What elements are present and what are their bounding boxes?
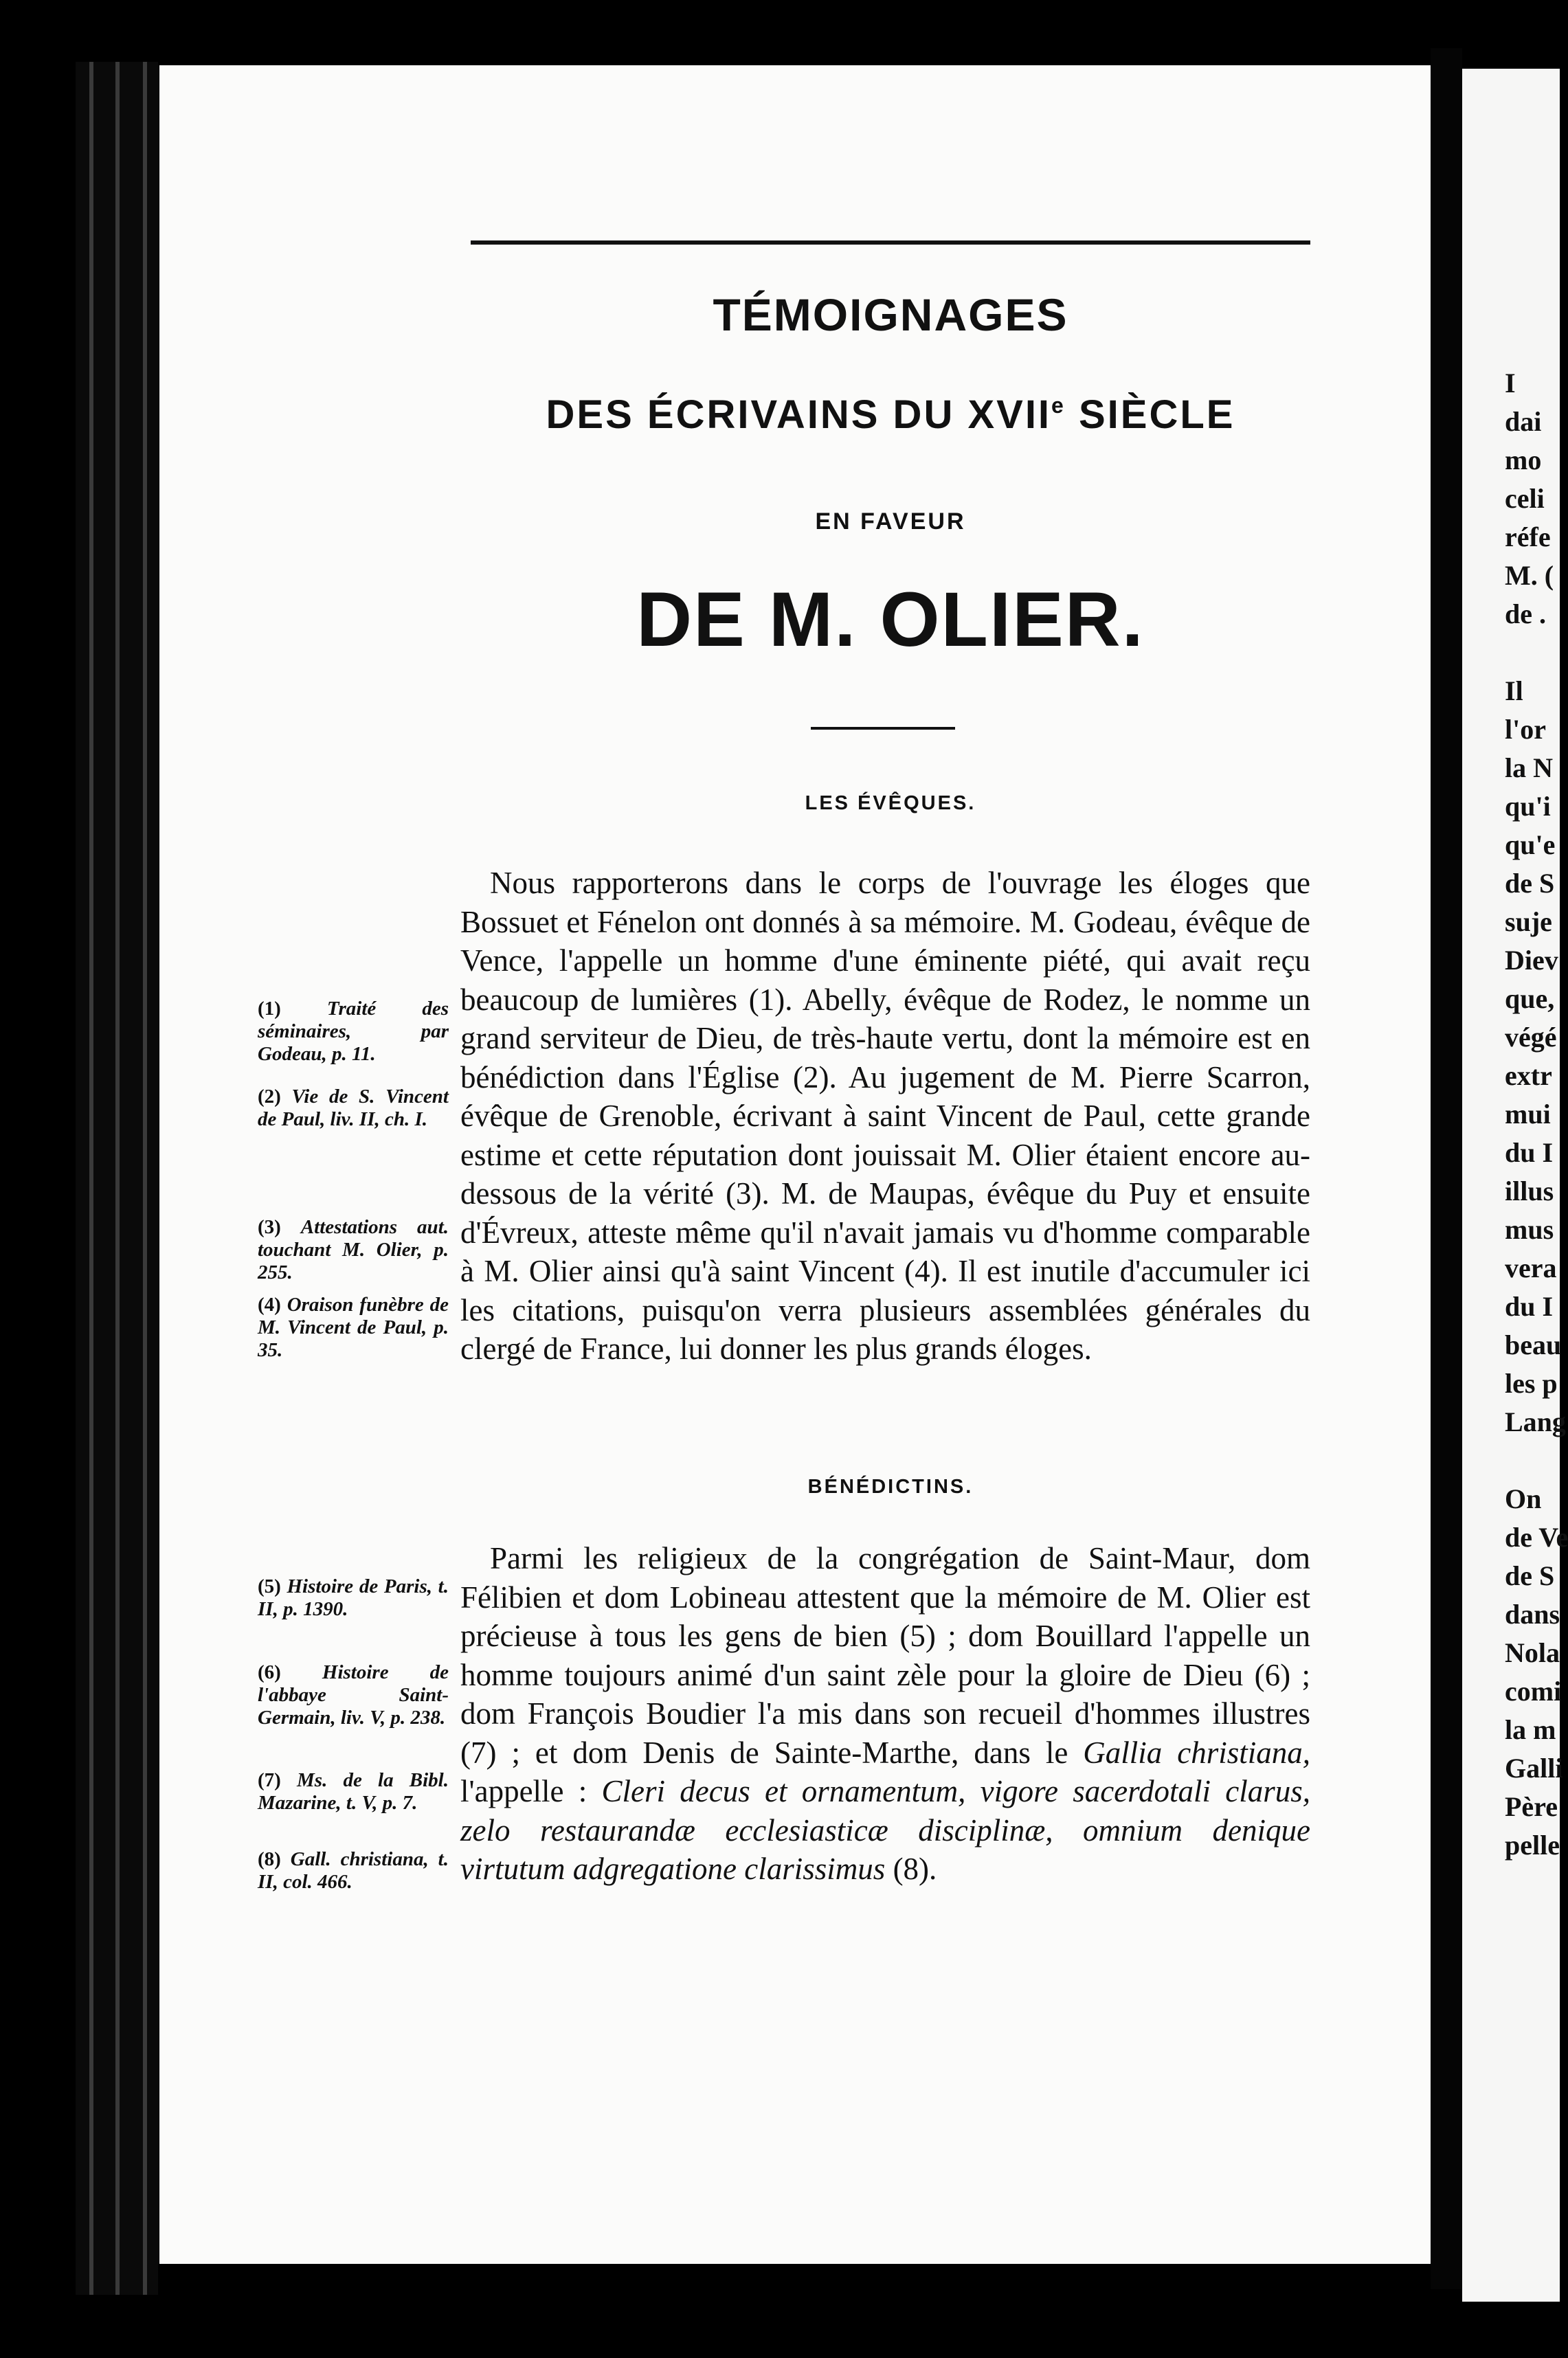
footnote-4: (4) Oraison funèbre de M. Vincent de Paul, p. 35. (258, 1294, 449, 1361)
adjacent-page-line: pelle (1505, 1830, 1560, 1861)
adjacent-page-line: vera (1505, 1253, 1557, 1283)
footnote-6: (6) Histoire de l'abbaye Saint-Germain, liv. V, p. 238. (258, 1661, 449, 1729)
page-title: TÉMOIGNAGES (713, 289, 1068, 340)
footnote-3: (3) Attestations aut. touchant M. Olier, p. 255. (258, 1216, 449, 1283)
adjacent-page-text (1505, 364, 1568, 1865)
adjacent-page-line: comi (1505, 1676, 1562, 1707)
page-gutter (1431, 48, 1462, 2289)
adjacent-page-line: de S (1505, 1560, 1555, 1591)
adjacent-page-line: que, (1505, 983, 1555, 1014)
paragraph-benedictins (460, 1539, 1310, 1889)
adjacent-page-line: dai (1505, 406, 1542, 437)
page-subtitle (471, 392, 1310, 438)
paragraph-eveques: Nous rapporterons dans le corps de l'ouvrage les éloges que Bossuet et Fénelon ont donnés à sa mémoire. M. Godeau, évêque de Vence, l'appelle un homme d'une éminente piété, qui avait reçu beaucoup de lumières (1). Abelly, évêque de Rodez, le nomme un grand serviteur de Dieu, de très-haute vertu, dont la mémoire est en bénédiction dans l'Église (2). Au jugement de M. Pierre Scarron, évêque de Grenoble, écrivant à saint Vincent de Paul, cette grande estime et cette réputation dont jouissait M. Olier étaient encore au-dessous de la vérité (3). M. de Maupas, évêque du Puy et ensuite d'Évreux, atteste même qu'il n'avait jamais vu d'homme comparable à M. Olier ainsi qu'à saint Vincent (4). Il est inutile d'accumuler ici les citations, puisqu'on verra plusieurs assemblées générales du clergé de France, lui donner les plus grands éloges. (460, 866, 1310, 1366)
footnote-7: (7) Ms. de la Bibl. Mazarine, t. V, p. 7. (258, 1769, 449, 1814)
adjacent-page-line: Galli (1505, 1753, 1563, 1784)
adjacent-page-line: qu'i (1505, 791, 1551, 822)
benedictins-italic-1: Gallia christiana, (1083, 1735, 1310, 1770)
footnote-1: (1) Traité des séminaires, par Godeau, p. 11. (258, 998, 449, 1065)
adjacent-page-line: de . (1505, 598, 1546, 629)
adjacent-page-line: mus (1505, 1214, 1554, 1245)
adjacent-page-line: du I (1505, 1291, 1554, 1322)
adjacent-page-line: Il (1505, 675, 1523, 706)
adjacent-page-line: végé (1505, 1022, 1557, 1053)
adjacent-page-line: Père (1505, 1791, 1558, 1822)
en-faveur-label: EN FAVEUR (815, 508, 966, 535)
section-divider (811, 727, 955, 730)
adjacent-page-line: la m (1505, 1714, 1556, 1745)
benedictins-text-b: l'appelle : (460, 1774, 602, 1808)
adjacent-page-line: qu'e (1505, 829, 1556, 860)
adjacent-page-line: extr (1505, 1060, 1552, 1091)
adjacent-page-line: I (1505, 368, 1516, 398)
adjacent-page-line: beau (1505, 1329, 1562, 1360)
adjacent-page-line: du I (1505, 1137, 1554, 1168)
adjacent-page-line: les p (1505, 1368, 1558, 1399)
adjacent-page-line: illus (1505, 1176, 1554, 1206)
adjacent-page-line: mo (1505, 445, 1542, 475)
adjacent-page-line: On (1505, 1483, 1542, 1514)
adjacent-page-line: M. ( (1505, 560, 1554, 591)
subtitle-superscript: e (1051, 393, 1066, 418)
benedictins-text-a: Parmi les religieux de la congrégation de Saint-Maur, dom Félibien et dom Lobineau attestent que la mémoire de M. Olier est précieuse à tous les gens de bien (5) ; dom Bouillard l'appelle un homme toujours animé d'un saint zèle pour la gloire de Dieu (6) ; dom François Boudier l'a mis dans son recueil d'hommes illustres (7) ; et dom Denis de Sainte-Marthe, dans le (460, 1541, 1310, 1770)
benedictins-italic-2: Cleri decus et ornamentum, vigore sacerdotali clarus, zelo restaurandæ ecclesiasticæ disciplinæ, omnium denique virtutum adgregatione clarissimus (460, 1774, 1310, 1886)
adjacent-page-line: réfe (1505, 521, 1551, 552)
adjacent-page-line: celi (1505, 483, 1545, 514)
subtitle-main: DES ÉCRIVAINS DU XVII (546, 392, 1052, 437)
section-heading-benedictins: BÉNÉDICTINS. (807, 1476, 974, 1498)
adjacent-page-line: de S (1505, 868, 1555, 899)
subject-name: DE M. OLIER. (636, 576, 1145, 662)
footnote-5: (5) Histoire de Paris, t. II, p. 1390. (258, 1575, 449, 1620)
adjacent-page-line: de Ve (1505, 1522, 1568, 1553)
section-heading-eveques: LES ÉVÊQUES. (805, 792, 976, 814)
adjacent-page-line (1505, 1441, 1560, 1480)
book-spine-edge (76, 62, 158, 2295)
adjacent-page-line: l'or (1505, 714, 1546, 745)
adjacent-page-line: dans (1505, 1599, 1560, 1630)
adjacent-page-line: la N (1505, 752, 1553, 783)
footnote-8: (8) Gall. christiana, t. II, col. 466. (258, 1848, 449, 1893)
adjacent-page-line: Diev (1505, 945, 1558, 976)
subtitle-end: SIÈCLE (1065, 392, 1235, 437)
adjacent-page-line: Nola (1505, 1637, 1560, 1668)
adjacent-page-line: Lang (1505, 1406, 1566, 1437)
top-rule (471, 240, 1310, 245)
adjacent-page-line: suje (1505, 906, 1552, 937)
adjacent-page-line: mui (1505, 1099, 1551, 1130)
footnote-2: (2) Vie de S. Vincent de Paul, liv. II, ch. I. (258, 1086, 449, 1130)
benedictins-text-c: (8). (885, 1852, 937, 1886)
adjacent-page-line (1505, 633, 1560, 672)
